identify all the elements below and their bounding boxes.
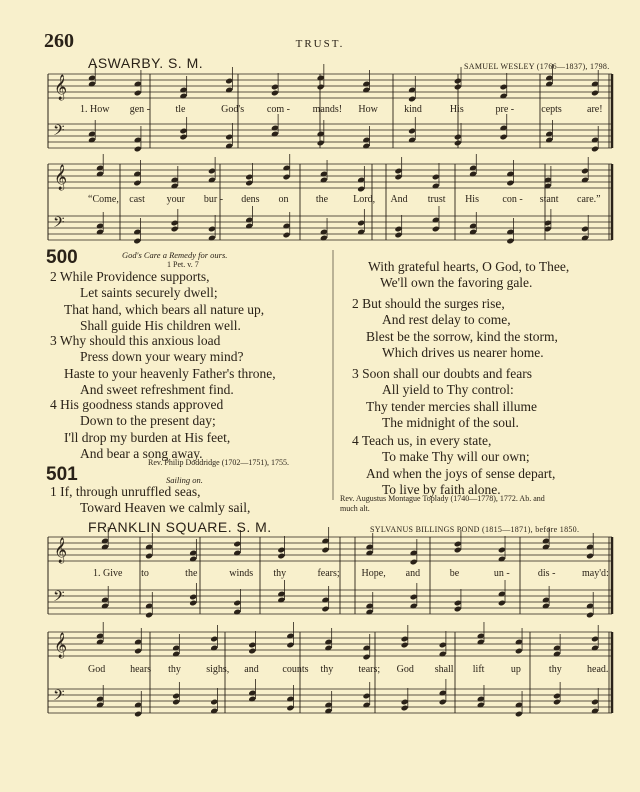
tune-name-franklin-square: FRANKLIN SQUARE. S. M. — [88, 519, 272, 535]
lyric-syllable: How — [358, 104, 378, 115]
lyric-syllable: and — [244, 664, 259, 675]
verse-line: 3 Why should this anxious load — [50, 333, 221, 348]
verse-line: Let saints securely dwell; — [80, 285, 218, 301]
verse-line: With grateful hearts, O God, to Thee, — [368, 259, 570, 274]
lyric-syllable: to — [141, 568, 149, 579]
lyric-syllable: sighs, — [206, 664, 230, 675]
running-title: TRUST. — [295, 38, 345, 50]
author-attribution: Rev. Philip Doddridge (1702—1751), 1755. — [148, 458, 290, 467]
verse-line: Which drives us nearer home. — [382, 344, 544, 360]
lyric-syllable: may'd: — [582, 568, 609, 579]
lyric-syllable: counts — [282, 664, 309, 675]
lyric-syllable: and — [405, 568, 421, 579]
verse-line: To make Thy will our own; — [382, 449, 530, 465]
lyric-syllable: bur - — [203, 194, 224, 205]
lyric-syllable: shall — [434, 664, 454, 675]
verse-line: 1 If, through unruffled seas, — [50, 484, 201, 499]
lyric-syllable: Lord, — [353, 194, 376, 205]
verse-line: Press down your weary mind? — [80, 349, 244, 365]
verse-line: Haste to your heavenly Father's throne, — [64, 365, 276, 381]
lyric-syllable: on — [278, 194, 289, 205]
lyric-syllable: His — [449, 104, 464, 115]
treble-clef-icon: 𝄞 — [54, 165, 68, 190]
lyric-syllable: dens — [241, 194, 260, 205]
verse-line: Blest be the sorrow, kind the storm, — [366, 328, 558, 344]
lyric-syllable: up — [510, 664, 521, 675]
verse-line: I'll drop my burden at His feet, — [64, 429, 231, 445]
verse-line: 3 Soon shall our doubts and fears — [352, 366, 532, 381]
bass-clef-icon: 𝄢 — [53, 214, 65, 235]
verse-line: 4 His goodness stands approved — [50, 397, 224, 412]
verse-line: Thy tender mercies shall illume — [366, 398, 537, 414]
page-number: 260 — [44, 30, 74, 52]
lyric-syllable: cast — [129, 194, 145, 205]
lyric-syllable: dis - — [537, 568, 556, 579]
bass-clef-icon: 𝄢 — [53, 122, 65, 143]
verse-line: Down to the present day; — [80, 413, 216, 429]
hymn-number-501: 501 — [46, 464, 78, 485]
hymn-subtitle: Sailing on. — [166, 475, 203, 485]
lyric-syllable: thy — [548, 664, 562, 675]
lyric-syllable: care.” — [577, 194, 601, 205]
hymn-subtitle: God's Care a Remedy for ours. — [122, 250, 228, 260]
lyric-syllable: con - — [502, 194, 523, 205]
lyric-syllable: fears; — [317, 568, 340, 579]
tune-composer-wesley: SAMUEL WESLEY (1766—1837), 1798. — [464, 62, 610, 71]
verse-line: Toward Heaven we calmly sail, — [80, 500, 251, 516]
lyric-syllable: tle — [175, 104, 186, 115]
lyric-syllable: “Come, — [88, 194, 119, 205]
lyric-syllable: hears — [130, 664, 152, 675]
lyric-syllable: are! — [587, 104, 603, 115]
verse-line: And bear a song away. — [80, 445, 203, 461]
lyric-syllable: winds — [229, 568, 254, 579]
lyric-syllable: the — [185, 568, 198, 579]
scripture-reference: 1 Pet. v. 7 — [167, 260, 199, 269]
tune-name-aswarby: ASWARBY. S. M. — [88, 55, 204, 71]
tune-composer-pond: SYLVANUS BILLINGS POND (1815—1871), before 1850. — [370, 525, 580, 534]
verse-line: 4 Teach us, in every state, — [352, 433, 492, 448]
lyric-syllable: tears; — [358, 664, 381, 675]
lyric-syllable: head. — [587, 664, 609, 675]
lyric-syllable: un - — [493, 568, 510, 579]
lyric-syllable: thy — [168, 664, 181, 675]
verse-line: And rest delay to come, — [382, 312, 511, 328]
lyric-syllable: com - — [266, 104, 290, 115]
attribution-line: much alt. — [340, 504, 370, 513]
lyric-syllable: stant — [539, 194, 559, 205]
attribution-line: Rev. Augustus Montague Toplady (1740—1778), 1772. Ab. and — [340, 494, 545, 503]
lyric-syllable: trust — [427, 194, 446, 205]
verse-line: To live by faith alone. — [382, 481, 501, 497]
verse-line: Shall guide His children well. — [80, 317, 241, 333]
lyric-syllable: pre - — [495, 104, 515, 115]
lyric-syllable: thy — [273, 568, 287, 579]
lyric-syllable: cepts — [541, 104, 562, 115]
treble-clef-icon: 𝄞 — [54, 75, 68, 100]
treble-clef-icon: 𝄞 — [54, 538, 68, 563]
verse-line: And sweet refreshment find. — [80, 381, 234, 397]
lyric-syllable: gen - — [129, 104, 150, 115]
verse-line: And when the joys of sense depart, — [366, 465, 556, 481]
verse-line: 2 But should the surges rise, — [352, 296, 505, 311]
bass-clef-icon: 𝄢 — [53, 588, 65, 609]
lyric-syllable: kind — [404, 104, 422, 115]
lyric-syllable: lift — [472, 664, 485, 675]
hymn-number-500: 500 — [46, 247, 78, 268]
lyric-syllable: God — [88, 664, 106, 675]
verse-line: The midnight of the soul. — [382, 414, 519, 430]
bass-clef-icon: 𝄢 — [53, 687, 65, 708]
lyric-syllable: And — [390, 194, 408, 205]
lyric-syllable: the — [315, 194, 329, 205]
lyric-syllable: be — [449, 568, 460, 579]
lyric-syllable: your — [166, 194, 185, 205]
lyric-syllable: 1. How — [80, 104, 110, 115]
lyric-syllable: Hope, — [361, 568, 386, 579]
verse-line: 2 While Providence supports, — [50, 269, 210, 284]
treble-clef-icon: 𝄞 — [54, 633, 68, 658]
lyric-syllable: thy — [320, 664, 334, 675]
lyric-syllable: 1. Give — [93, 568, 123, 579]
lyric-syllable: God — [396, 664, 414, 675]
lyric-syllable: His — [465, 194, 479, 205]
verse-line: That hand, which bears all nature up, — [64, 301, 265, 317]
verse-line: We'll own the favoring gale. — [380, 275, 533, 291]
verse-line: All yield to Thy control: — [382, 382, 514, 398]
lyric-syllable: mands! — [312, 104, 343, 115]
lyric-syllable: God's — [221, 104, 245, 115]
